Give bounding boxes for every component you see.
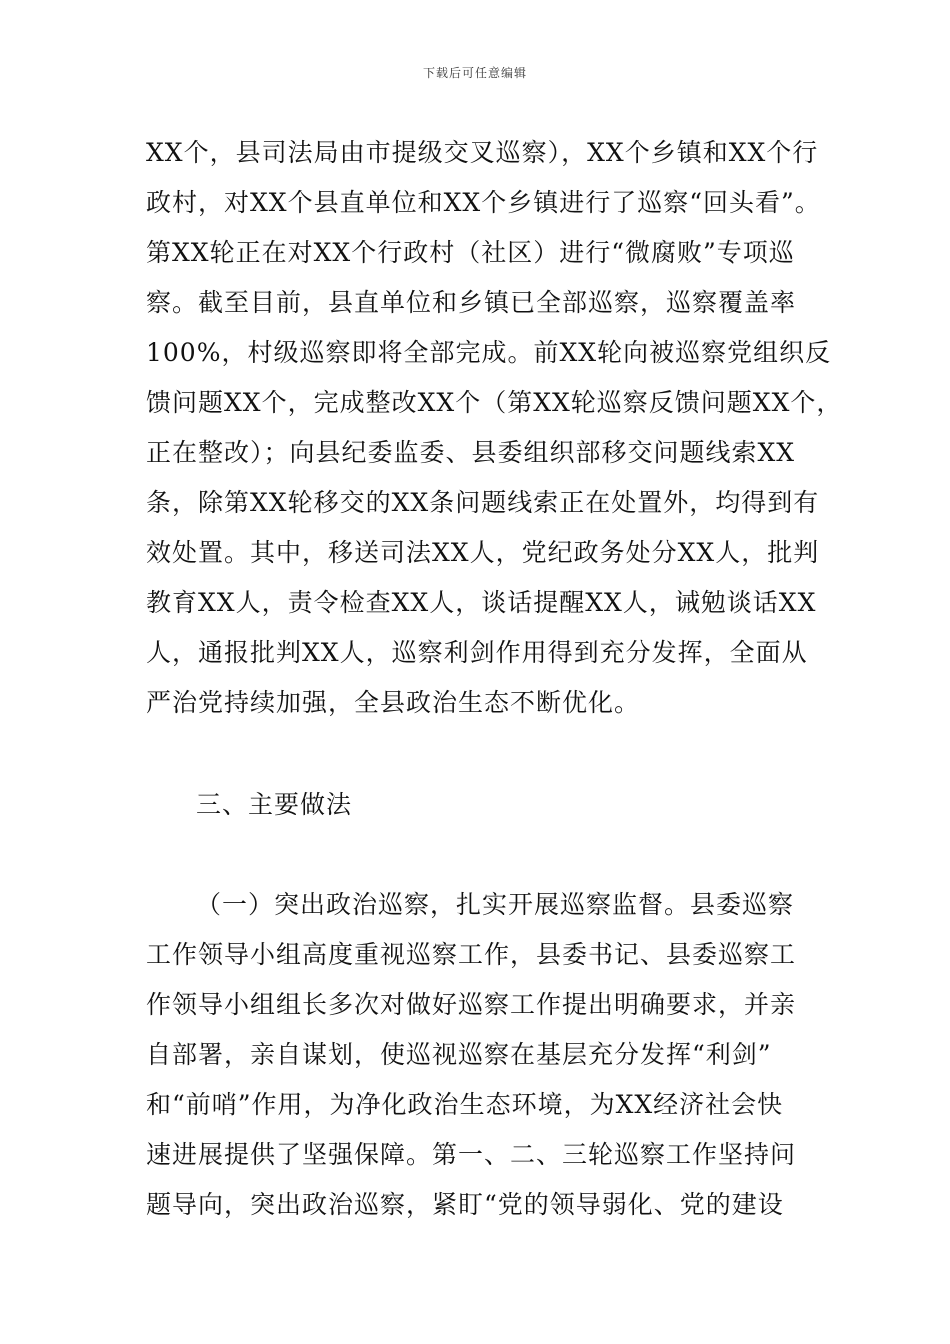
- paragraph-1: [146, 128, 843, 728]
- paragraph-spacer: [146, 830, 816, 880]
- text-line: 100%，村级巡察即将全部完成。前XX轮向被巡察党组织反: [146, 338, 832, 367]
- section-heading: 三、主要做法: [196, 790, 353, 819]
- text-line: 人，通报批判XX人，巡察利剑作用得到充分发挥，全面从: [146, 638, 808, 667]
- paragraph-spacer: [146, 728, 816, 780]
- text-line: XX个，县司法局由市提级交叉巡察），XX个乡镇和XX个行: [146, 138, 819, 167]
- text-line: 察。截至目前，县直单位和乡镇已全部巡察，巡察覆盖率: [146, 288, 797, 317]
- text-line: 条，除第XX轮移交的XX条问题线索正在处置外，均得到有: [146, 488, 820, 517]
- text-line: 正在整改）；向县纪委监委、县委组织部移交问题线索XX: [146, 438, 796, 467]
- text-line: 和“前哨”作用，为净化政治生态环境，为XX经济社会快: [146, 1090, 784, 1119]
- text-line: 严治党持续加强，全县政治生态不断优化。: [146, 688, 641, 717]
- text-line: 政村，对XX个县直单位和XX个乡镇进行了巡察“回头看”。: [146, 188, 821, 217]
- text-line: 题导向，突出政治巡察，紧盯“党的领导弱化、党的建设: [146, 1190, 784, 1219]
- text-line: 工作领导小组高度重视巡察工作，县委书记、县委巡察工: [146, 940, 797, 969]
- document-body: [146, 128, 843, 1230]
- text-line: （一）突出政治巡察，扎实开展巡察监督。县委巡察: [196, 890, 795, 919]
- text-line: 第XX轮正在对XX个行政村（社区）进行“微腐败”专项巡: [146, 238, 795, 267]
- text-line: 作领导小组组长多次对做好巡察工作提出明确要求，并亲: [146, 990, 797, 1019]
- text-line: 馈问题XX个，完成整改XX个（第XX轮巡察反馈问题XX个，: [146, 388, 843, 417]
- text-line: 效处置。其中，移送司法XX人，党纪政务处分XX人，批判: [146, 538, 820, 567]
- paragraph-2: [146, 880, 816, 1230]
- text-line: 教育XX人，责令检查XX人，谈话提醒XX人，诫勉谈话XX: [146, 588, 817, 617]
- page-header-note: 下载后可任意编辑: [422, 66, 527, 80]
- text-line: 自部署，亲自谋划，使巡视巡察在基层充分发挥“利剑”: [146, 1040, 772, 1069]
- text-line: 速进展提供了坚强保障。第一、二、三轮巡察工作坚持问: [146, 1140, 797, 1169]
